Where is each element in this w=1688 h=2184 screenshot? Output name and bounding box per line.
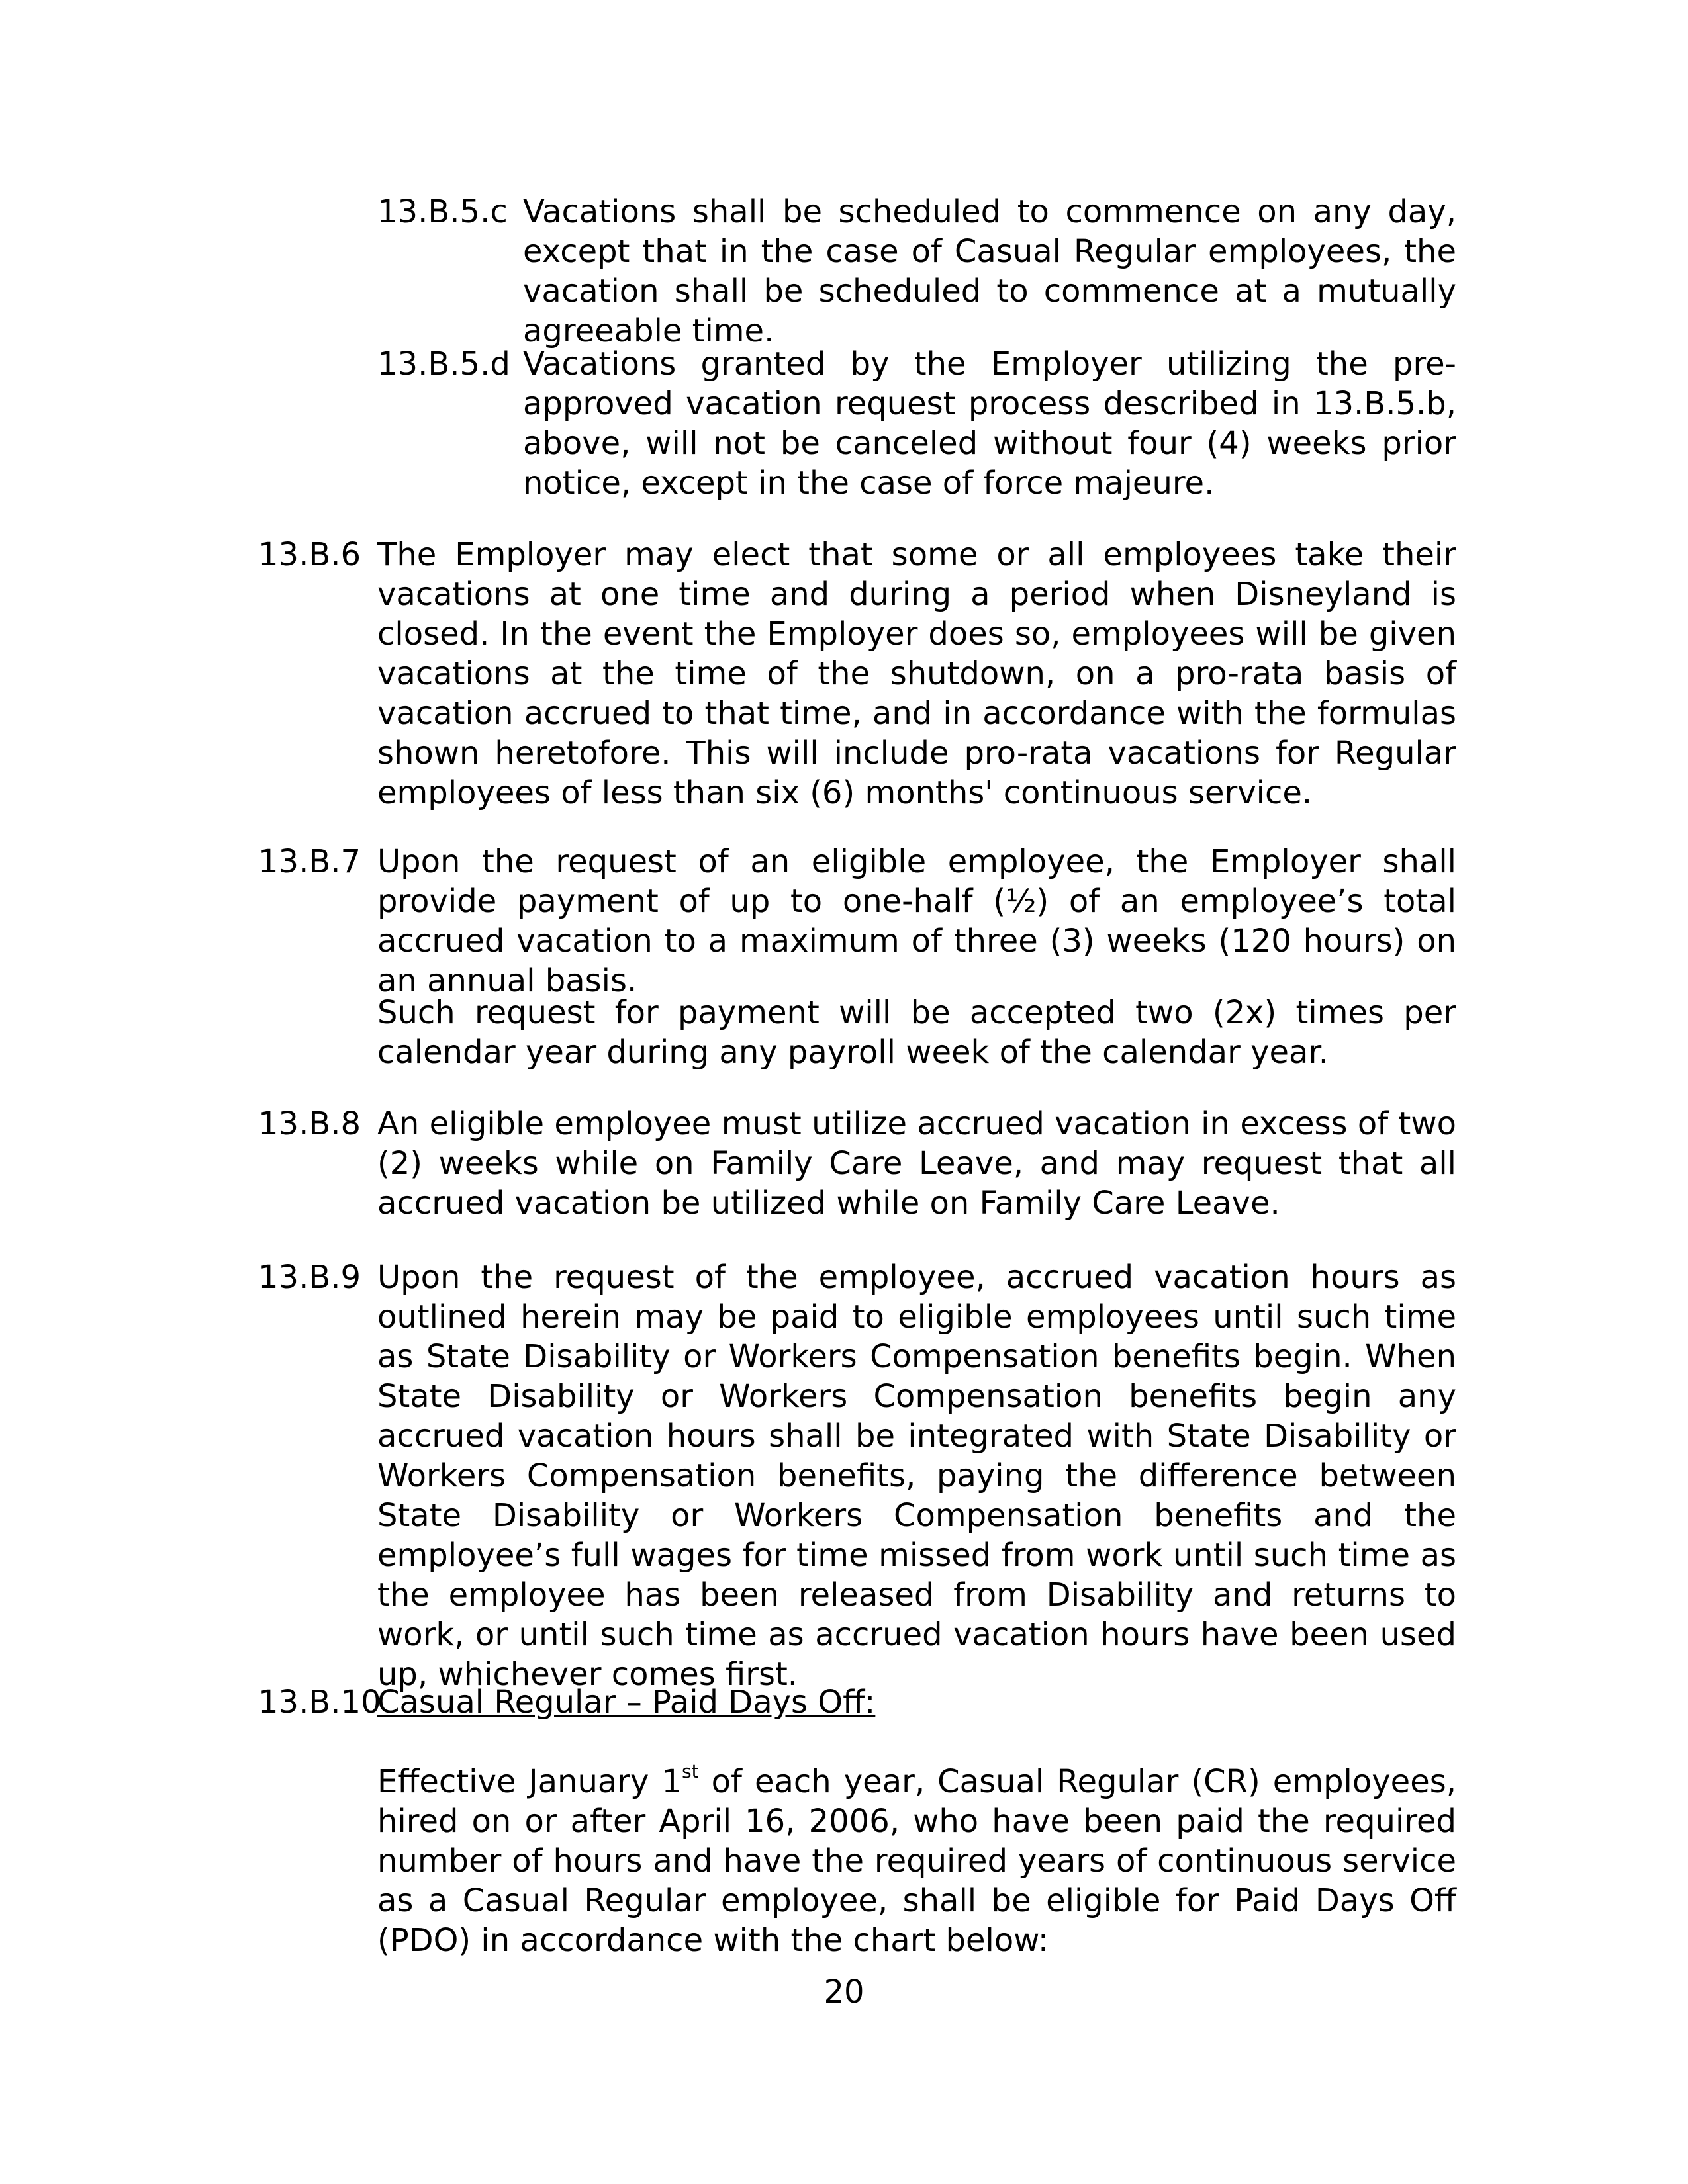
section-text: Upon the request of an eligible employee, the Employer shall provide payment of up to one-half (½) of an employee’s total accrued vacation to a maximum of three (3) weeks (120 hours) on an annual basis.	[377, 843, 1456, 999]
pdo-text-start: Effective January 1	[377, 1763, 682, 1800]
section-13-b-9	[258, 1257, 1456, 1694]
page-number: 20	[823, 1974, 865, 2011]
section-13-b-8	[258, 1104, 1456, 1223]
section-text: An eligible employee must utilize accrued vacation in excess of two (2) weeks while on Family Care Leave, and may request that all accrued vacation be utilized while on Family Care Leave.	[377, 1105, 1456, 1222]
section-number: 13.B.5.c	[377, 193, 508, 230]
section-13-b-6	[258, 535, 1456, 813]
section-number: 13.B.8	[258, 1105, 361, 1142]
section-text: The Employer may elect that some or all employees take their vacations at one time and during a period when Disneyland is closed. In the event the Employer does so, employees will be given vacations at the time of the shutdown, on a pro-rata basis of vacation accrued to that time, and in accordance with the formulas shown heretofore. This will include pro-rata vacations for Regular employees of less than six (6) months' continuous service.	[377, 536, 1456, 811]
section-text: Vacations shall be scheduled to commence on any day, except that in the case of Casual Regular employees, the vacation shall be scheduled to commence at a mutually agreeable time.	[523, 193, 1456, 349]
pdo-text-rest: of each year, Casual Regular (CR) employees, hired on or after April 16, 2006, who have been paid the required number of hours and have the required years of continuous service as a Casual Regular employee, shall be eligible for Paid Days Off (PDO) in accordance with the chart below:	[377, 1763, 1456, 1959]
section-number: 13.B.5.d	[377, 345, 510, 383]
followup-text: Such request for payment will be accepted two (2x) times per calendar year during any payroll week of the calendar year.	[377, 994, 1456, 1071]
section-13-b-5-d	[377, 344, 1456, 503]
section-text: Vacations granted by the Employer utilizing the pre-approved vacation request process described in 13.B.5.b, above, will not be canceled without four (4) weeks prior notice, except in the case of force majeure.	[523, 345, 1456, 502]
section-number: 13.B.10	[258, 1684, 381, 1721]
section-13-b-7-followup	[377, 993, 1456, 1072]
section-13-b-5-c	[377, 192, 1456, 351]
section-number: 13.B.9	[258, 1259, 361, 1296]
section-13-b-7	[258, 842, 1456, 1001]
section-number: 13.B.6	[258, 536, 361, 573]
pdo-paragraph	[377, 1762, 1456, 1960]
section-13-b-10	[258, 1682, 1456, 1722]
section-heading: Casual Regular – Paid Days Off:	[377, 1684, 876, 1721]
ordinal-suffix: st	[682, 1760, 699, 1782]
section-number: 13.B.7	[258, 843, 361, 880]
section-text: Upon the request of the employee, accrued vacation hours as outlined herein may be paid to eligible employees until such time as State Disability or Workers Compensation benefits begin. When State Disability or Workers Compensation benefits begin any accrued vacation hours shall be integrated with State Disability or Workers Compensation benefits, paying the difference between State Disability or Workers Compensation benefits and the employee’s full wages for time missed from work until such time as the employee has been released from Disability and returns to work, or until such time as accrued vacation hours have been used up, whichever comes first.	[377, 1259, 1456, 1693]
